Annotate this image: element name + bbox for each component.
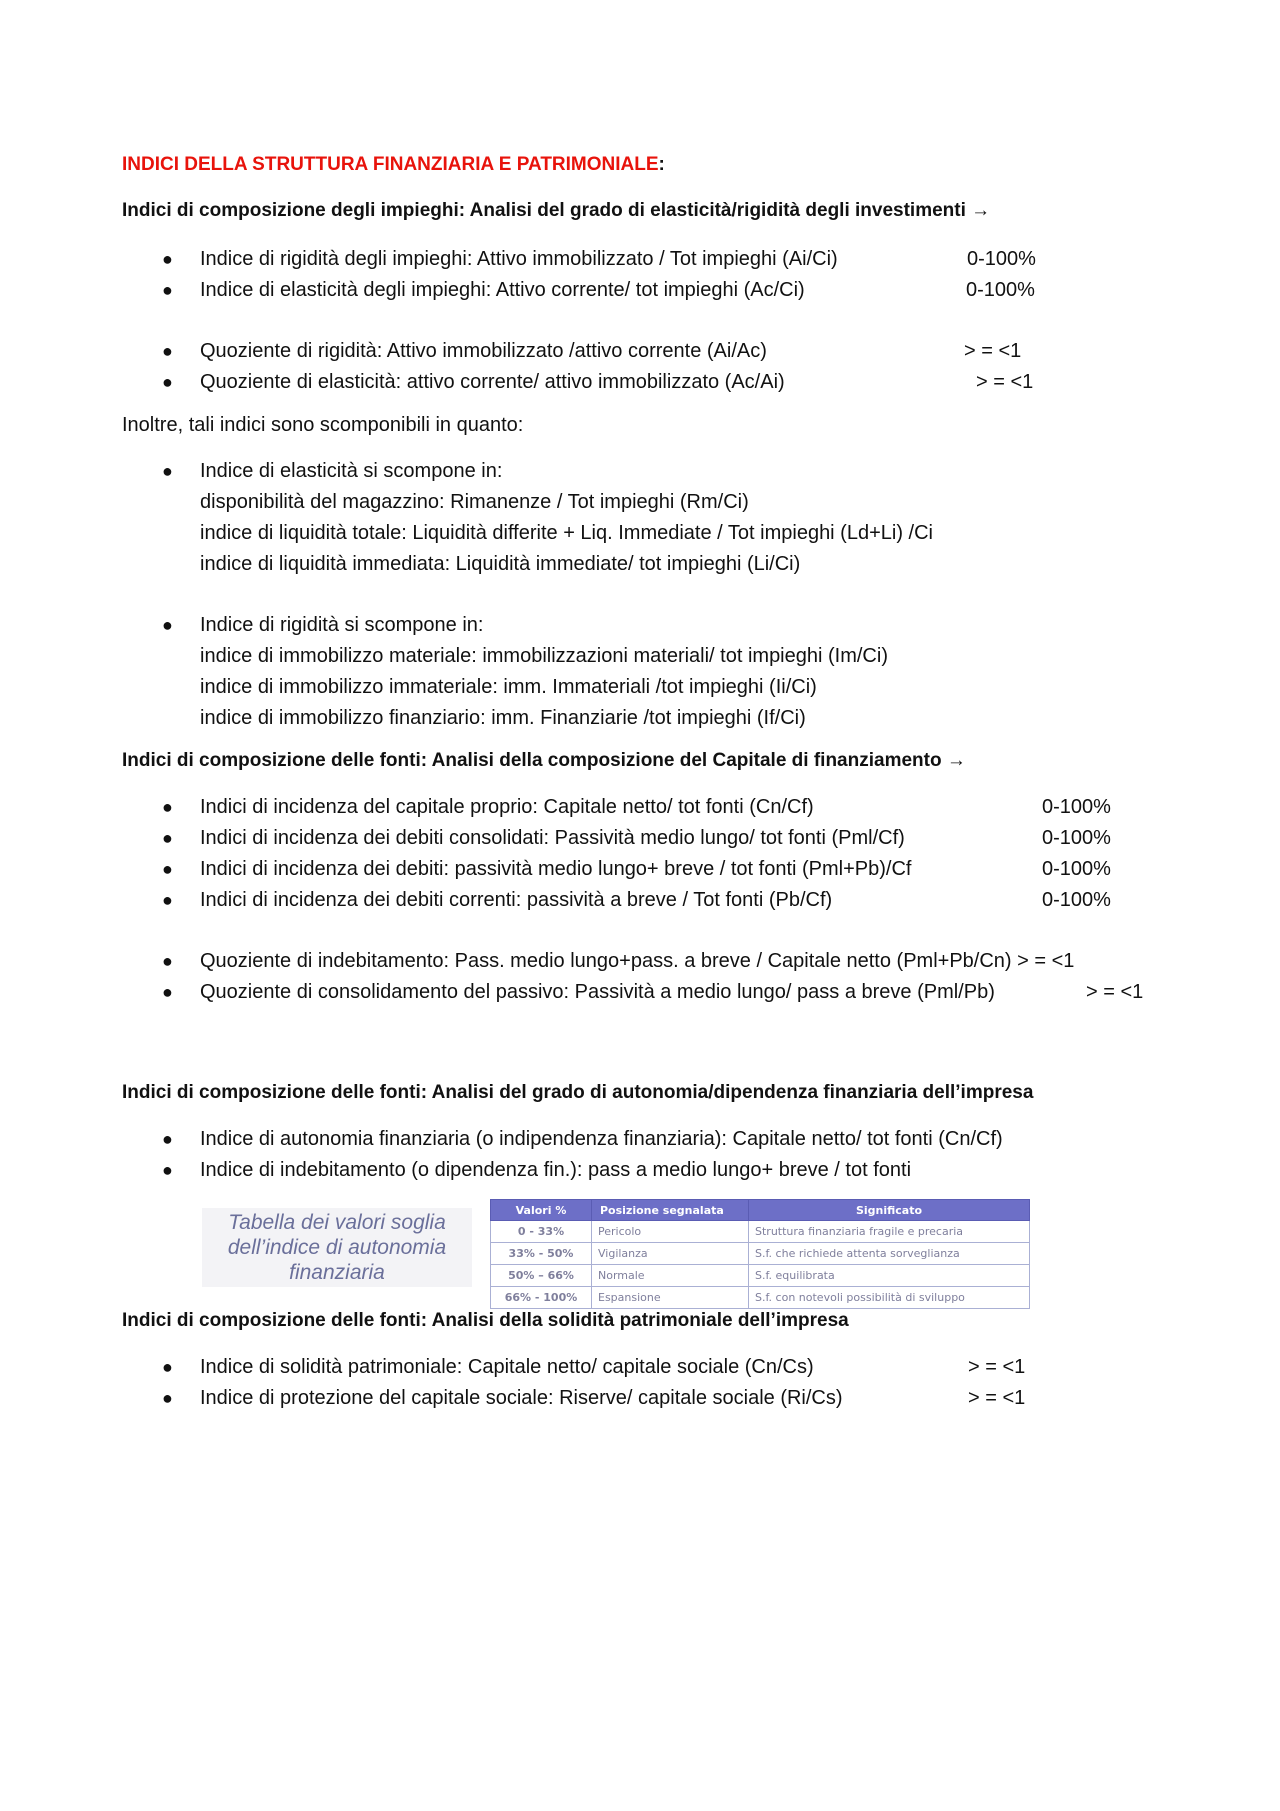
list-item: ● Quoziente di indebitamento: Pass. medio lungo+pass. a breve / Capitale netto (Pml+Pb/Cn) > = <1 <box>162 950 1075 972</box>
list-impieghi-indici <box>122 244 1182 306</box>
value-range: > = <1 <box>976 371 1034 393</box>
list-item: ● Indice di protezione del capitale sociale: Riserve/ capitale sociale (Ri/Cs) > = <1 <box>122 1383 1182 1414</box>
table-header: Significato <box>749 1200 1030 1221</box>
document-page <box>122 150 1182 1414</box>
list-item: ● Indice di rigidità si scompone in: indice di immobilizzo materiale: immobilizzazioni materiali/ tot impieghi (Im/Ci) indice di immobilizzo immateriale: imm. Immateriali /tot impieghi (Ii/Ci) indice di immobilizzo finanziario: imm. Finanziarie /tot impieghi (If/Ci) <box>162 614 888 729</box>
table-header: Posizione segnalata <box>592 1200 749 1221</box>
value-range: 0-100% <box>1042 858 1111 880</box>
table-row: 66% - 100% Espansione S.f. con notevoli possibilità di sviluppo <box>491 1287 1030 1309</box>
arrow-right-icon: → <box>946 750 966 771</box>
value-range: 0-100% <box>967 248 1036 270</box>
table-row: 0 - 33% Pericolo Struttura finanziaria fragile e precaria <box>491 1221 1030 1243</box>
figure-autonomia-soglie <box>122 1194 1182 1304</box>
value-range: 0-100% <box>1042 796 1111 818</box>
section-heading-fonti-capitale: Indici di composizione delle fonti: Analisi della composizione del Capitale di finanziamento → <box>122 750 966 771</box>
list-elasticita <box>122 456 1182 580</box>
list-item: ● Indice di autonomia finanziaria (o indipendenza finanziaria): Capitale netto/ tot fonti (Cn/Cf) <box>162 1128 1003 1150</box>
list-item: ● Indice di rigidità degli impieghi: Attivo immobilizzato / Tot impieghi (Ai/Ci) 0-100% <box>122 244 1182 275</box>
value-range: 0-100% <box>966 279 1035 301</box>
table-row: 50% – 66% Normale S.f. equilibrata <box>491 1265 1030 1287</box>
value-range: > = <1 <box>1086 981 1144 1003</box>
section-heading-autonomia: Indici di composizione delle fonti: Analisi del grado di autonomia/dipendenza finanziaria dell’impresa <box>122 1082 1034 1103</box>
list-item: ● Indici di incidenza dei debiti consolidati: Passività medio lungo/ tot fonti (Pml/Cf) 0-100% <box>122 823 1182 854</box>
list-item: ● Indice di elasticità degli impieghi: Attivo corrente/ tot impieghi (Ac/Ci) 0-100% <box>122 275 1182 306</box>
paragraph-inoltre: Inoltre, tali indici sono scomponibili in quanto: <box>122 414 524 436</box>
value-range: 0-100% <box>1042 827 1111 849</box>
section-heading-solidita: Indici di composizione delle fonti: Analisi della solidità patrimoniale dell’impresa <box>122 1310 849 1331</box>
list-item: ● Quoziente di consolidamento del passivo: Passività a medio lungo/ pass a breve (Pml/Pb) > = <1 <box>122 977 1182 1008</box>
list-rigidita <box>122 610 1182 734</box>
list-fonti-quozienti <box>122 946 1182 1008</box>
list-item: ● Indici di incidenza dei debiti correnti: passività a breve / Tot fonti (Pb/Cf) 0-100% <box>122 885 1182 916</box>
table-row: 33% - 50% Vigilanza S.f. che richiede attenta sorveglianza <box>491 1243 1030 1265</box>
list-item: ● Indice di indebitamento (o dipendenza fin.): pass a medio lungo+ breve / tot fonti <box>162 1159 912 1181</box>
list-impieghi-quozienti <box>122 336 1182 398</box>
list-item: ● Indici di incidenza del capitale proprio: Capitale netto/ tot fonti (Cn/Cf) 0-100% <box>122 792 1182 823</box>
document-title: INDICI DELLA STRUTTURA FINANZIARIA E PATRIMONIALE: <box>122 154 665 175</box>
list-fonti-incidenza <box>122 792 1182 916</box>
value-range: 0-100% <box>1042 889 1111 911</box>
value-range: > = <1 <box>968 1356 1026 1378</box>
figure-caption: Tabella dei valori soglia dell’indice di autonomia finanziaria <box>202 1208 472 1287</box>
value-range: > = <1 <box>968 1387 1026 1409</box>
list-item: ● Quoziente di rigidità: Attivo immobilizzato /attivo corrente (Ai/Ac) > = <1 <box>122 336 1182 367</box>
list-item: ● Indici di incidenza dei debiti: passività medio lungo+ breve / tot fonti (Pml+Pb)/Cf 0-100% <box>122 854 1182 885</box>
list-item: ● Indice di solidità patrimoniale: Capitale netto/ capitale sociale (Cn/Cs) > = <1 <box>122 1352 1182 1383</box>
list-solidita <box>122 1352 1182 1414</box>
threshold-table <box>490 1199 1030 1309</box>
list-item: ● Indice di elasticità si scompone in: disponibilità del magazzino: Rimanenze / Tot impieghi (Rm/Ci) indice di liquidità totale: Liquidità differite + Liq. Immediate / Tot impieghi (Ld+Li) /Ci indice di liquidità immediata: Liquidità immediate/ tot impieghi (Li/Ci) <box>162 460 933 575</box>
value-range: > = <1 <box>964 340 1022 362</box>
section-heading-impieghi: Indici di composizione degli impieghi: Analisi del grado di elasticità/rigidità degli investimenti → <box>122 200 991 221</box>
value-range: > = <1 <box>1017 950 1075 972</box>
list-item: ● Quoziente di elasticità: attivo corrente/ attivo immobilizzato (Ac/Ai) > = <1 <box>122 367 1182 398</box>
table-header: Valori % <box>491 1200 592 1221</box>
arrow-right-icon: → <box>971 200 991 221</box>
list-autonomia <box>122 1124 1182 1186</box>
